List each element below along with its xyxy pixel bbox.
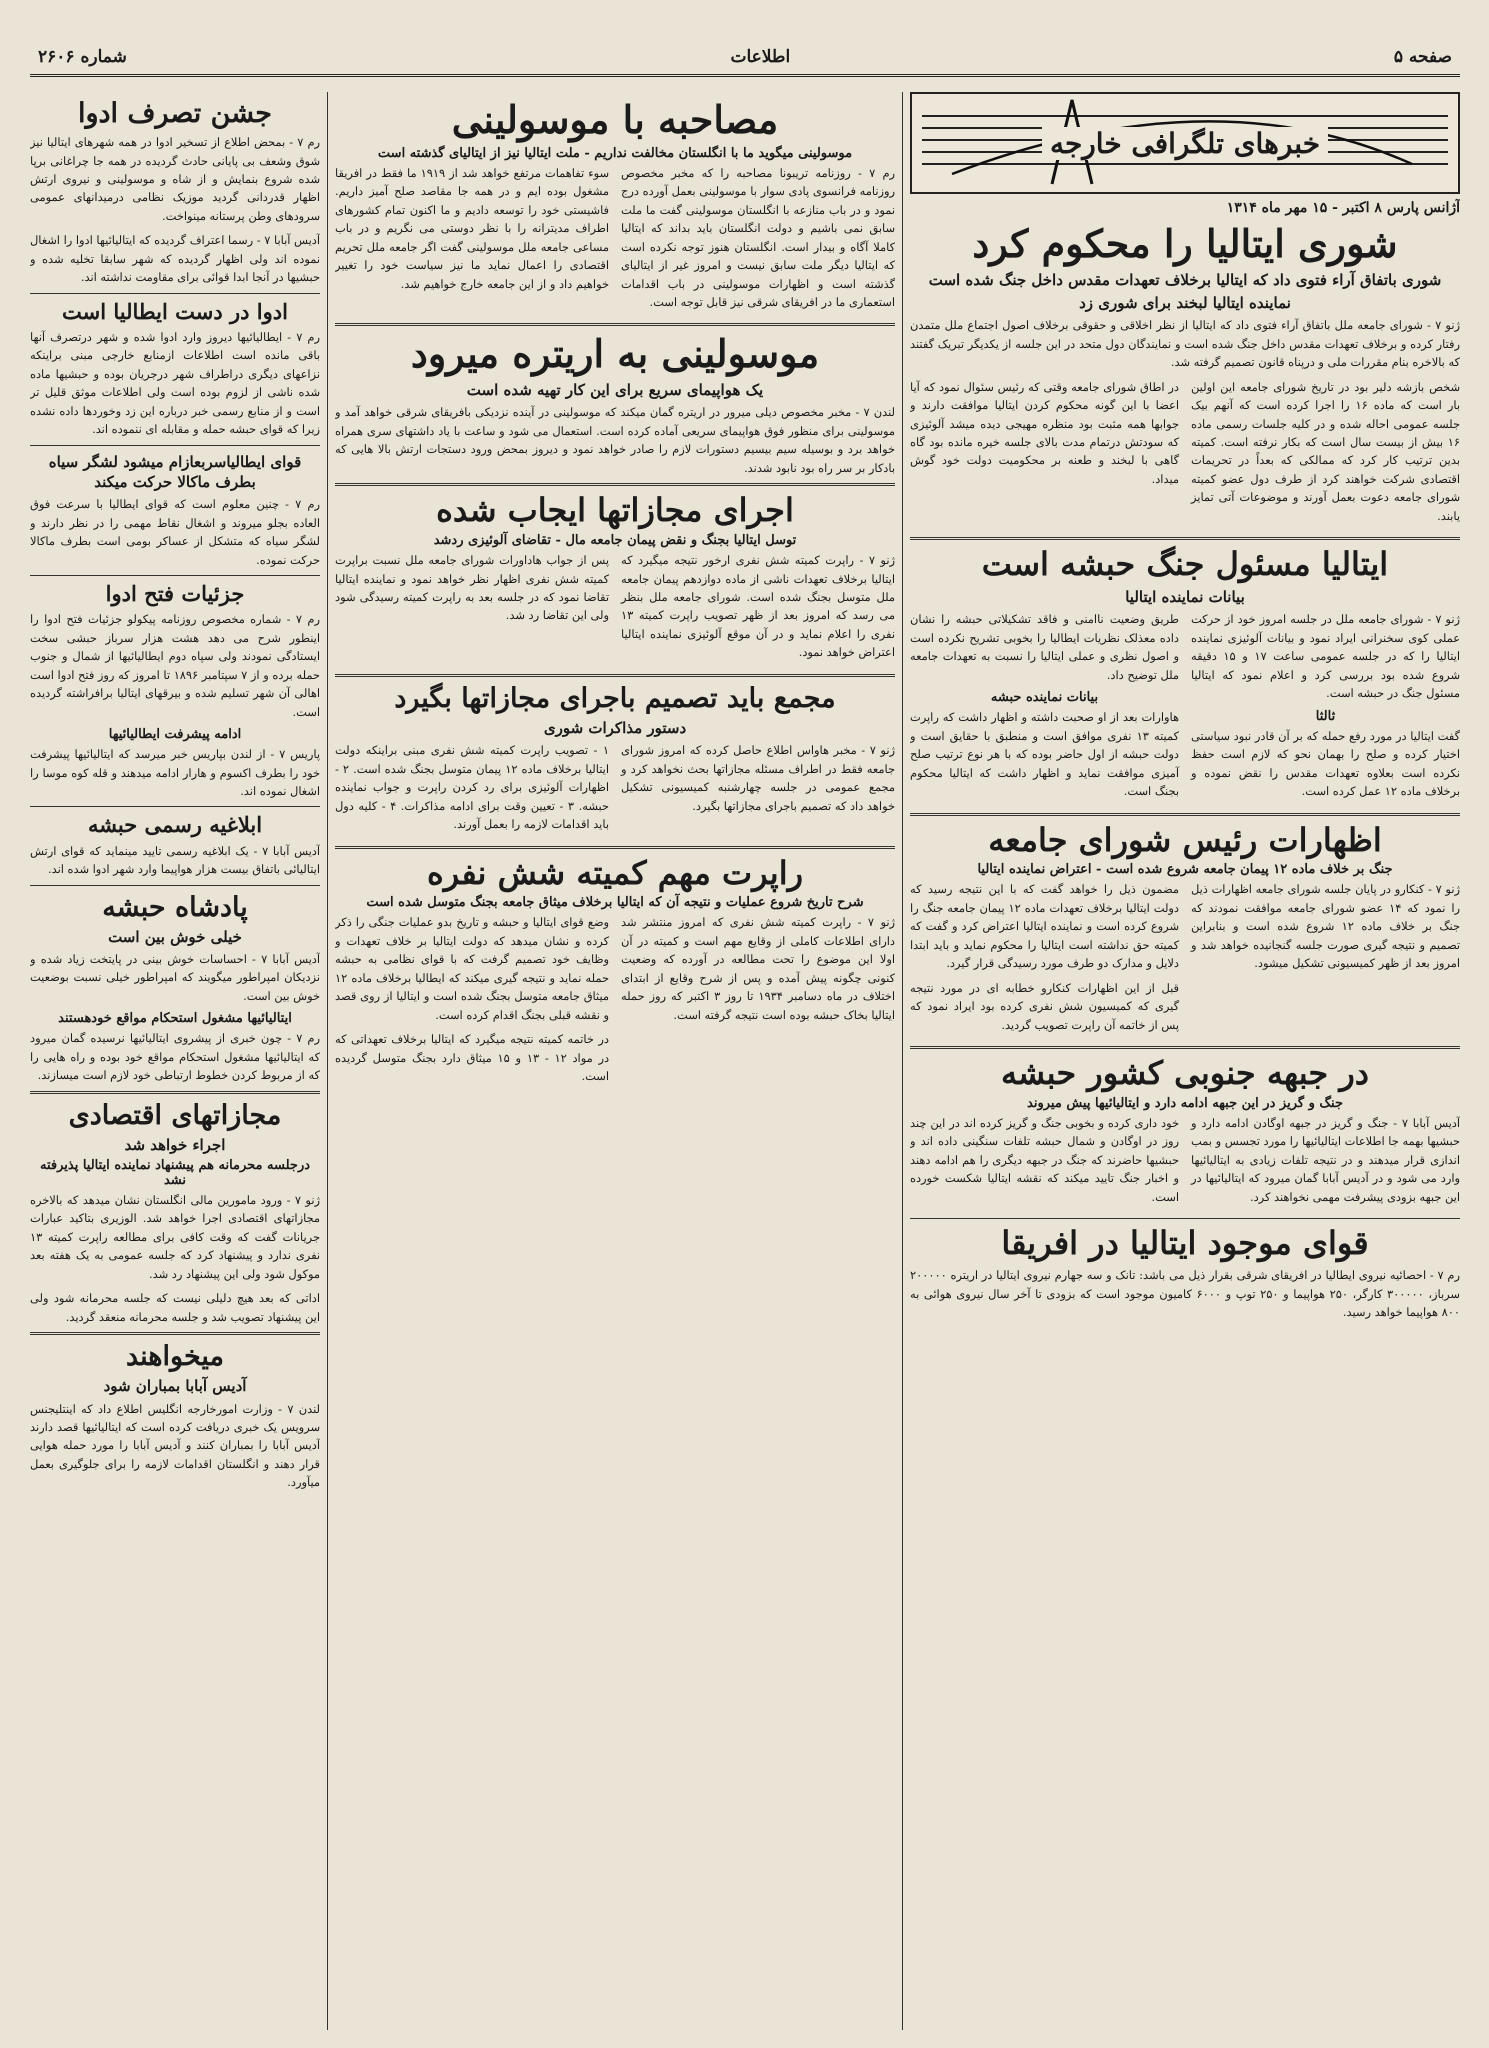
article-body: در خاتمه کمیته نتیجه میگیرد که ایتالیا برخلاف تعهداتی که در مواد ۱۲ - ۱۳ و ۱۵ میثاق دارد بجنگ متوسل گردیده است. [335, 1032, 610, 1084]
subheadline: آدیس آبابا بمباران شود [103, 1377, 247, 1396]
headline-economic-sanctions: مجازاتهای اقتصادی [68, 1099, 282, 1131]
page-number: صفحه ۵ [1393, 47, 1452, 67]
article-body: ژنو ۷ - ورود مامورین مالی انگلستان نشان میدهد که بالاخره مجازاتهای اقتصادی اجرا خواهد شد. الوزیری بتاکید عبارات جریانات گفت که وقت کافی برای مطالعه راپرت کمیته ۱۳ نفری ندارد و پیشنهاد کرد که جلسه عمومی به یک هفته بعد موکول شود ولی این پیشنهاد رد شد. [30, 1192, 320, 1281]
article-body: رم ۷ - چنین معلوم است که قوای ایطالیا با سرعت فوق العاده بجلو میروند و اشغال نقاط مهمی را در نظر دارند و لشگر سیاه که متشکل از عساکر بومی است بطرف ماکالا حرکت نموده. [30, 497, 320, 567]
article-body: ۱ - تصویب راپرت کمیته شش نفری مبنی براینکه دولت ایتالیا برخلاف ماده ۱۲ پیمان متوسل بجنگ شده است. ۲ - اظهارات آلوئیزی برای رد کردن راپرت و جواب نماینده حبشه. ۳ - تعیین وقت برای ادامه مذاکرات. ۴ - کلیه دول باید اقدامات لازمه را بعمل آورند. [335, 743, 609, 832]
article-body: ژنو ۷ - راپرت کمیته شش نفری ارخور نتیجه میگیرد که ایتالیا برخلاف تعهدات ناشی از ماده دوازدهم پیمان جامعه ملل متوسل بجنگ شده است. شورای جامعه ملل بنظر می رسد که امروز بعد از ظهر تصویب راپرت کمیته ۱۳ نفری را اعلام نماید و در آن موقع آلوئیزی نماینده ایتالیا اعتراض خواهد نمود. [621, 553, 895, 660]
divider [30, 885, 320, 886]
subheadline: درجلسه محرمانه هم پیشنهاد نماینده ایتالیا پذیرفته نشد [39, 1157, 311, 1188]
logo-text: خبرهای تلگرافی خارجه [1042, 127, 1328, 160]
subheadline: بیانات نماینده ایتالیا [1125, 588, 1245, 607]
article-body: اداتی که بعد هیچ دلیلی نیست که جلسه محرمانه شود ولی این پیشنهاد تصویب شد و جلسه محرمانه منعقد گردید. [30, 1291, 320, 1324]
headline-mussolini-eritrea: موسولینی به اریتره میرود [410, 331, 820, 377]
subheadline: توسل ایتالیا بجنگ و نقض پیمان جامعه مال - تقاضای آلوئیزی ردشد [433, 533, 797, 549]
divider [30, 1332, 320, 1335]
divider [910, 1218, 1460, 1219]
headline-adwa-celebration: جشن تصرف ادوا [77, 98, 272, 129]
headline-official-bulletin: ابلاغیه رسمی حبشه [87, 812, 263, 838]
divider [335, 846, 895, 849]
article-body: رم ۷ - ایطالیائیها دیروز وارد ادوا شده و شهر درتصرف آنها باقی مانده است اطلاعات ازمنابع خارجی مبنی براینکه نزاعهای دیگری دراطراف شهر درجریان بوده و حبشیها ماده شده ناشی از لزوم بوده است ولی اطلاعات موثق قلیل تر است و از منابع رسمی خبر درباره این زد وخوردها داده نشده زیرا که قوای حبشه حمله و مقابله ای ننموده اند. [30, 329, 320, 437]
headline-italian-forces-africa: قوای موجود ایتالیا در افریقا [1001, 1224, 1369, 1263]
subheadline: دستور مذاکرات شوری [543, 718, 687, 737]
foreign-news-logo [910, 92, 1460, 194]
article-body: پس از جواب هاداورات شورای جامعه ملل نسبت براپرت کمیته شش نفری اظهار نظر خواهد نمود و نماینده ایتالیا تقاضا نمود که در جلسه بعد به راپرت کمیته رسیدگی شود ولی این تقاضا رد شد. [335, 553, 609, 623]
column-right [910, 92, 1460, 2030]
subheadline: اجراء خواهد شد [124, 1135, 226, 1154]
divider [30, 1091, 320, 1094]
section-label: ثالثا [1315, 708, 1336, 724]
divider [910, 537, 1460, 540]
dateline: آژانس پارس ۸ اکتبر - ۱۵ مهر ماه ۱۳۱۴ [1226, 200, 1460, 216]
headline-committee-report: راپرت مهم کمیته شش نفره [426, 853, 804, 892]
article-body: رم ۷ - روزنامه تریبونا مصاحبه را که مخبر مخصوص روزنامه فرانسوی پادی سوار با موسولینی بعمل آورده درج نمود و در باب منازعه با انگلستان موسولینی گفت ما ملت سابق نمی باشیم و دولت انگلستان باید بداند که ایتالیا کاملا آگاه و بیدار است. انگلستان هنوز توجه نکرده است که ایتالیا دیگر ملت سابق نیست و امروز غیر از ایتالیای گذشته است و اظهارات موسولینی در باب اقدامات استعماری ما در افریقای شرقی نیز قابل توجه است. [621, 165, 895, 309]
column-rule [327, 92, 328, 2030]
headline-council-condemns-italy: شوری ایتالیا را محکوم کرد [972, 221, 1398, 266]
article-body: لندن ۷ - مخبر مخصوص دیلی میرور در اریتره گمان میکند که موسولینی در آینده نزدیکی بافریقای شرقی خواهد آمد و موسولینی برای منظور فوق هواپیمای سریعی آماده کرده است. استعمال می شود و ساعت با یاد داشتهای سری همراه خواهد برد و بوسیله سیم بیسیم دستورات لازم را صادر خواهد نمود و دیروز بمحض ورود دستجات ارتش بالا هایی که بادکار بر سر راه بود نابود شدند. [335, 405, 895, 475]
article-body: ژنو ۷ - کنکارو در پایان جلسه شورای جامعه اظهارات ذیل را نمود که ۱۴ عضو شورای جامعه موافقت نمودند که جنگ بر خلاف ماده ۱۲ شروع شده است و بنابراین تصمیم و نتیجه گیری صورت جلسه گنجانیده خواهد شد و امروز بعد از ظهر کمیسیونی تشکیل میشود. [1191, 882, 1460, 971]
divider [335, 674, 895, 677]
divider [910, 1046, 1460, 1049]
newspaper-page [30, 40, 1460, 2030]
headline-army-advance: قوای ایطالیاسربعازام میشود لشگر سیاه بطرف ماکالا حرکت میکند [48, 452, 302, 491]
article-body: شخص بازشه دلیر بود در تاریخ شورای جامعه این اولین بار است که ماده ۱۶ را اجرا کرده است که آنهم بیک جلسه عمومی احاله شده و در کلیه جلسات رسمی ماده ۱۶ بیش از بیست سال است که بکار نرفته است. کمیته بدین ترتیب کار کرد که ممالکی که بعداً در تحریمات اقتصادی شرکت خواهند کرد از طرف دول عضو کمیته شورای جامعه دعوت بعمل آورند و موضوعات آتی تمایز یابند. [1191, 379, 1460, 523]
article-body: مضمون ذیل را خواهد گفت که با این نتیجه رسید که دولت ایتالیا برخلاف تعهدات ماده ۱۲ پیمان جامعه جنگ را شروع کرده است و نماینده ایتالیا اعتراض کرد و گفت که کمیته حق نداشته است ایتالیا را محکوم نماید و باید ابتدا دلایل و مدارک دو طرف مورد رسیدگی قرار گیرد. [910, 882, 1179, 971]
column-left [30, 92, 320, 2030]
article-body: رم ۷ - چون خبری از پیشروی ایتالیائیها نرسیده گمان میرود که ایتالیائیها مشغول استحکام مواقع خود بوده و راه هایی را که از مربوط کردن خطوط ارتباطی خود لازم است میسازند. [30, 1031, 320, 1083]
divider [910, 813, 1460, 816]
two-column-block [910, 378, 1460, 532]
article-body: قبل از این اظهارات کنکارو خطابه ای در مورد نتیجه گیری که کمیسیون شش نفری کرده بود ایراد نمود که پس از خاتمه آن راپرت تصویب گردید. [910, 980, 1179, 1032]
article-body: آدیس آبابا ۷ - احساسات خوش بینی در پایتخت زیاد شده و نزدیکان امپراطور میگویند که امپراطور خیلی نسبت بوضعیت خوش بین است. [30, 951, 320, 1003]
article-body: گفت ایتالیا در مورد رفع حمله که بر آن قادر نبود سیاستی اختیار کرده و صلح را بهمان نحو که لازم است حفظ نکرده است بعلاوه تعهدات مقدس را نقض نموده و برخلاف ماده ۱۲ عمل کرده است. [1191, 728, 1460, 799]
article-body: آدیس آبابا ۷ - جنگ و گریز در جبهه اوگادن ادامه دارد و حبشیها بهمه جا اطلاعات ایتالیائیها را مورد تجسس و بمب اندازی قرار میدهند و در نتیجه تلفات زیادی به ایتالیائیها وارد می شود و در آدیس آبابا گمان میرود که ایتالیائیها در این جبهه بزودی پیشرفت مهمی نخواهند کرد. [1191, 1115, 1460, 1204]
subheadline: نماینده ایتالیا لبخند برای شوری زد [1079, 293, 1291, 312]
divider [30, 293, 320, 294]
divider [30, 806, 320, 807]
two-column-block [335, 551, 895, 668]
issue-number: شماره ۲۶۰۶ [38, 47, 127, 67]
two-column-block [335, 164, 895, 318]
subheadline: شوری باتفاق آراء فتوی داد که ایتالیا برخلاف تعهدات مقدس داخل جنگ شده است [928, 270, 1442, 289]
two-column-block [910, 880, 1460, 1040]
article-body: ژنو ۷ - شورای جامعه ملل باتفاق آراء فتوی داد که ایتالیا از نظر اخلاقی و حقوقی برخلاف اصول اجتماع ملل متمدن رفتار کرده و برخلاف تعهدات مقدس داخل جنگ شده است و نمایندگان دول متحد در این جلسه از یکدیگر تبریک گفتند که بالاخره بنام مقررات ملی و درپناه قانون تصمیم گرفته شد. [910, 318, 1460, 370]
headline-sanctions-required: اجرای مجازاتها ایجاب شده [436, 491, 794, 530]
headline-assembly-decision: مجمع باید تصمیم باجرای مجازاتها بگیرد [394, 682, 836, 714]
article-body: لندن ۷ - وزارت امورخارجه انگلیس اطلاع داد که اینتلیجنس سرویس یک خبری دریافت کرده است که ایتالیائیها قصد دارند آدیس آبابا را بمباران کنند و آدیس آبابا را مورد حمله هوایی قرار دهند و انگلستان اقدامات لازمه را برای جلوگیری بعمل میآورد. [30, 1401, 320, 1490]
headline-emperor: پادشاه حبشه [102, 891, 248, 923]
two-column-block [910, 1114, 1460, 1212]
headline-mussolini-interview: مصاحبه با موسولینی [451, 97, 779, 142]
headline-adwa-details: جزئیات فتح ادوا [105, 581, 245, 607]
column-rule [902, 92, 903, 2030]
divider [335, 323, 895, 326]
headline-adwa-held: ادوا در دست ایطالیا است [62, 298, 288, 324]
divider [30, 445, 320, 446]
headline-they-want: میخواهند [125, 1341, 225, 1373]
article-body: ژنو ۷ - مخبر هاواس اطلاع حاصل کرده که امروز شورای جامعه فقط در اطراف مسئله مجازاتها بحث نخواهد کرد و مجمع عمومی در جلسه چهارشنبه کمیسیونی تشکیل خواهد داد که تصمیم باجرای مجازاتها بگیرد. [621, 743, 895, 813]
article-body: آدیس آبابا ۷ - یک ابلاغیه رسمی تایید مینماید که قوای ارتش ایتالیائی باتفاق بیست هزار هواپیما وارد شهر ادوا شده اند. [30, 843, 320, 877]
article-body: سوء تفاهمات مرتفع خواهد شد از ۱۹۱۹ ما فقط در افریقا مشغول بوده ایم و در همه جا مقاصد صلح آمیز داریم. فاشیستی خود را توسعه دادیم و ما اکنون تمام کشورهای اطراف مدیترانه را با نظر دوستی می نگریم و در باب مساعی جامعه ملل موسولینی گفت اگر جامعه ملل تحریم اقتصادی را اعمال نماید ما نیز سیاست خود را تغییر خواهیم داد و از این جامعه خارج خواهیم شد. [335, 165, 609, 291]
headline-italy-responsible: ایتالیا مسئول جنگ حبشه است [981, 545, 1389, 584]
subheadline: خیلی خوش بین است [108, 927, 242, 946]
article-body: پاریس ۷ - از لندن بپاریس خبر میرسد که ایتالیائیها پیشرفت خود را بطرف اکسوم و هارار ادامه میدهند و قله کوه موسا را اشغال نموده اند. [30, 747, 320, 799]
subheadline: یک هواپیمای سریع برای این کار تهیه شده است [466, 381, 764, 400]
divider [30, 575, 320, 576]
headline-council-president: اظهارات رئیس شورای جامعه [988, 820, 1382, 859]
subheadline: جنگ و گریز در این جبهه ادامه دارد و ایتالیائیها پیش میروند [1027, 1095, 1343, 1111]
article-body: ژنو ۷ - شورای جامعه ملل در جلسه امروز خود از حرکت عملی کوی سخنرانی ایراد نمود و بیانات آلوئیزی نماینده ایتالیا را که در جلسه عمومی ساعت ۱۷ و ۱۵ دقیقه شروع شده بود بررسی کرد و اعلام نمود که ایتالیا مسئول جنگ در حبشه است. [1191, 612, 1460, 701]
article-body: هاوارات بعد از او صحبت داشته و اظهار داشت که راپرت کمیته ۱۳ نفری موافق است و منطبق با حقایق است و دولت حبشه از اول حاضر بوده که با هر نوع ترتیب صلح آمیزی موافقت نماید و اظهار داشت که ایتالیا محکوم بجنگ است. [910, 710, 1179, 799]
article-body: در اطاق شورای جامعه وقتی که رئیس سئوال نمود که آیا اعضا با این گونه محکوم کردن ایتالیا موافقت دارند و جوابها همه مثبت بود منظره مهیجی دیده میشد آلوئیزی که سودتش درتمام مدت بالای جلسه خیره مانده بود گاه گاهی با لبخند و طعنه بر محکومیت دولت خود گوش میداد. [910, 379, 1179, 486]
section-label: بیانات نماینده حبشه [990, 690, 1099, 706]
column-middle [335, 92, 895, 2030]
two-column-block [335, 913, 895, 1091]
subheadline: جنگ بر خلاف ماده ۱۲ پیمان جامعه شروع شده است - اعتراض نماینده ایتالیا [977, 862, 1393, 878]
subheadline: شرح تاریخ شروع عملیات و نتیجه آن که ایتالیا برخلاف میثاق جامعه بجنگ متوسل شده است [366, 895, 864, 911]
article-body: رم ۷ - احصائیه نیروی ایطالیا در افریقای شرقی بقرار ذیل می باشد: تانک و سه جهارم نیروی ایتالیا در اریتره ۲۰۰۰۰۰ سرباز، ۳۰۰۰۰۰ کارگر، ۲۵۰ هواپیما و ۲۵۰ توپ و ۶۰۰۰ کامیون موجود است که بزودی تا آخر سال نیروی هوائی به ۸۰۰ هواپیما خواهد رسید. [910, 1268, 1460, 1320]
article-body: ژنو ۷ - راپرت کمیته شش نفری که امروز منتشر شد دارای اطلاعات کاملی از وقایع مهم است و کمیته در آن اولا این موضوع را تحت مطالعه در آورده که وضعیت کنونی چگونه پیش آمده و پس از شرح وقایع از ابتدای اختلاف در ماه دسامبر ۱۹۳۴ تا روز ۳ اکتبر که روز حمله ایتالیا بخاک حبشه بوده است نتیجه گرفته است. [621, 915, 895, 1022]
article-body: خود داری کرده و بخوبی جنگ و گریز کرده اند در این چند روز در اوگادن و شمال حبشه تلفات سنگینی داده اند و حبشیها حاضرند که جنگ در جبهه دیگری را هم ادامه دهند و اخبار جنگ تایید میکند که نقشه ایتالیا شکست خورده است. [910, 1115, 1179, 1204]
article-body: رم ۷ - شماره مخصوص روزنامه پیکولو جزئیات فتح ادوا را اینطور شرح می دهد هشت هزار سرباز حبشی سخت ایستادگی نمودند ولی سپاه دوم ایطالیائیها از شمال و جنوب حمله برده و از ۷ سپتامبر ۱۸۹۶ تا امروز که روز فتح ادوا است اهالی آن شهر تسلیم شده و بیرقهای ایتالیا برافراشته گردیده است. [30, 612, 320, 719]
subheadline: موسولینی میگوید ما با انگلستان مخالفت نداریم - ملت ایتالیا نیز از ایتالیای گذشته است [377, 145, 853, 161]
two-column-block [910, 610, 1460, 806]
divider [335, 483, 895, 486]
section-label: ایتالیائیها مشغول استحکام مواقع خودهستند [58, 1011, 292, 1027]
article-body: آدیس آبابا ۷ - رسما اعتراف گردیده که ایتالیائیها ادوا را اشغال نموده اند ولی اظهار گردیده که شهر سابقا تخلیه شده و حبشیها در آنجا ابدا قوائی برای مقاومت نداشته اند. [30, 233, 320, 285]
masthead [30, 40, 1460, 77]
article-body: وضع قوای ایتالیا و حبشه و تاریخ بدو عملیات جنگی را ذکر کرده و نشان میدهد که دولت ایتالیا بر خلاف تعهدات و وظایف خود تصمیم گرفت که با قوای نظامی به حبشه حمله نماید و نتیجه گیری میکند که ایطالیا برخلاف ماده ۱۲ میثاق جامعه متوسل بجنگ شده است و ایتالیا از روی قصد و نقشه قبلی بجنگ اقدام کرده است. [335, 915, 609, 1022]
paper-name: اطلاعات [730, 47, 791, 67]
two-column-block [335, 741, 895, 839]
article-body: رم ۷ - بمحض اطلاع از تسخیر ادوا در همه شهرهای ایتالیا نیز شوق وشعف بی پایانی حادث گردیده در همه جا چراغانی برپا شده شروع بنمایش و از شاه و موسولینی و نیروی ارتش اظهار قدردانی گردید موزیک نظامی درمیدانهای عمومی سرودهای وطن پرستانه مینواخت. [30, 135, 320, 223]
article-body: طریق وضعیت ناامنی و فاقد تشکیلاتی حبشه را نشان داده معذلک نظریات ایطالیا را بخوبی تشریح نکرده است و اصول نظری و عملی ایتالیا را نسبت به تعهدات جامعه ملل توضیح داد. [910, 612, 1179, 682]
section-label: ادامه پیشرفت ایطالیائیها [108, 727, 242, 743]
headline-southern-front: در جبهه جنوبی کشور حبشه [1000, 1054, 1370, 1093]
